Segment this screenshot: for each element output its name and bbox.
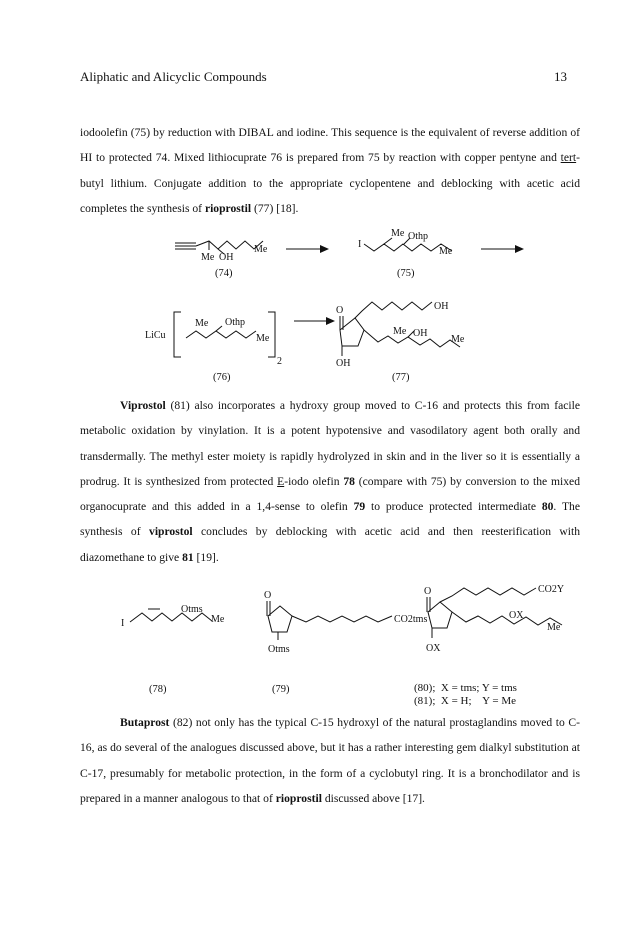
paragraph-butaprost: Butaprost (82) not only has the typical C-15 hydroxyl of the natural prostaglandins moved to C-16, as do several of the analogues discussed above, but it has a rather interesting gem dialkyl substitution at C-17, presumably for metabolic protection, in the form of a cyclobutyl ring. It is a bronchodilator and is prepared in a manner analogous to that of rioprostil discussed above [17]. (80, 716, 580, 805)
s76-subscript: 2 (277, 356, 282, 367)
compound-79-label: (79) (272, 684, 290, 695)
paragraph-rioprostil: iodoolefin (75) by reduction with DIBAL and iodine. This sequence is the equivalent of reverse addition of HI to protected 74. Mixed lithiocuprate 76 is prepared from 75 by reaction with copper pentyne and tert-butyl lithium. Conjugate addition to the appropriate cyclopentene and deblocking with acetic acid completes the synthesis of rioprostil (77) [18]. (80, 126, 580, 215)
s80-co2y: CO2Y (538, 584, 565, 595)
paragraph-viprostol: Viprostol (81) also incorporates a hydroxy group moved to C-16 and protects this from facile metabolic oxidation by vinylation. It is a potent hypotensive and vasodilatory agent both orally and transdermally. The methyl ester moiety is rapidly hydrolyzed in skin and in the liver so it is essentially a prodrug. It is synthesized from protected E-iodo olefin 78 (compare with 75) by conversion to the mixed organocuprate and this added in a 1,4-sense to olefin 79 to produce protected intermediate 80. The synthesis of viprostol concludes by deblocking with acetic acid and then reesterification with diazomethane to give 81 [19]. (80, 399, 581, 564)
page-number: 13 (554, 69, 567, 84)
s78-iodine: I (121, 618, 125, 629)
s77-me-chain: Me (451, 334, 465, 345)
s80-ox-chain: OX (509, 610, 524, 621)
s77-me-branch: Me (393, 326, 407, 337)
compound-78-label: (78) (149, 684, 167, 695)
s80-ox-ring: OX (426, 643, 441, 654)
s78-me: Me (211, 614, 225, 625)
s78-otms: Otms (181, 604, 203, 615)
compound-76-label: (76) (213, 372, 231, 383)
s77-oh-top: OH (434, 301, 449, 312)
compound-74-label: (74) (215, 268, 233, 279)
s74-oh: OH (219, 252, 234, 263)
running-title: Aliphatic and Alicyclic Compounds (80, 69, 267, 84)
s79-otms: Otms (268, 644, 290, 655)
s74-me-branch: Me (201, 252, 215, 263)
s74-me-chain: Me (254, 244, 268, 255)
s76-me-branch: Me (195, 318, 209, 329)
compound-77-label: (77) (392, 372, 410, 383)
s77-oh-mid: OH (413, 328, 428, 339)
s75-me-branch: Me (391, 228, 405, 239)
s76-licu: LiCu (145, 330, 166, 341)
s75-iodine: I (358, 239, 362, 250)
s76-me-chain: Me (256, 333, 270, 344)
s79-ketone-o: O (264, 590, 272, 601)
s76-othp: Othp (225, 317, 245, 328)
s77-ketone-o: O (336, 305, 344, 316)
compound-80-definition: (80); X = tms; Y = tms (414, 682, 517, 694)
s80-ketone-o: O (424, 586, 432, 597)
compound-75-label: (75) (397, 268, 415, 279)
s75-othp: Othp (408, 231, 428, 242)
s79-co2tms: CO2tms (394, 614, 428, 625)
s80-me: Me (547, 622, 561, 633)
compound-81-definition: (81); X = H; Y = Me (414, 695, 517, 707)
s77-oh-ring: OH (336, 358, 351, 369)
s75-me-chain: Me (439, 246, 453, 257)
